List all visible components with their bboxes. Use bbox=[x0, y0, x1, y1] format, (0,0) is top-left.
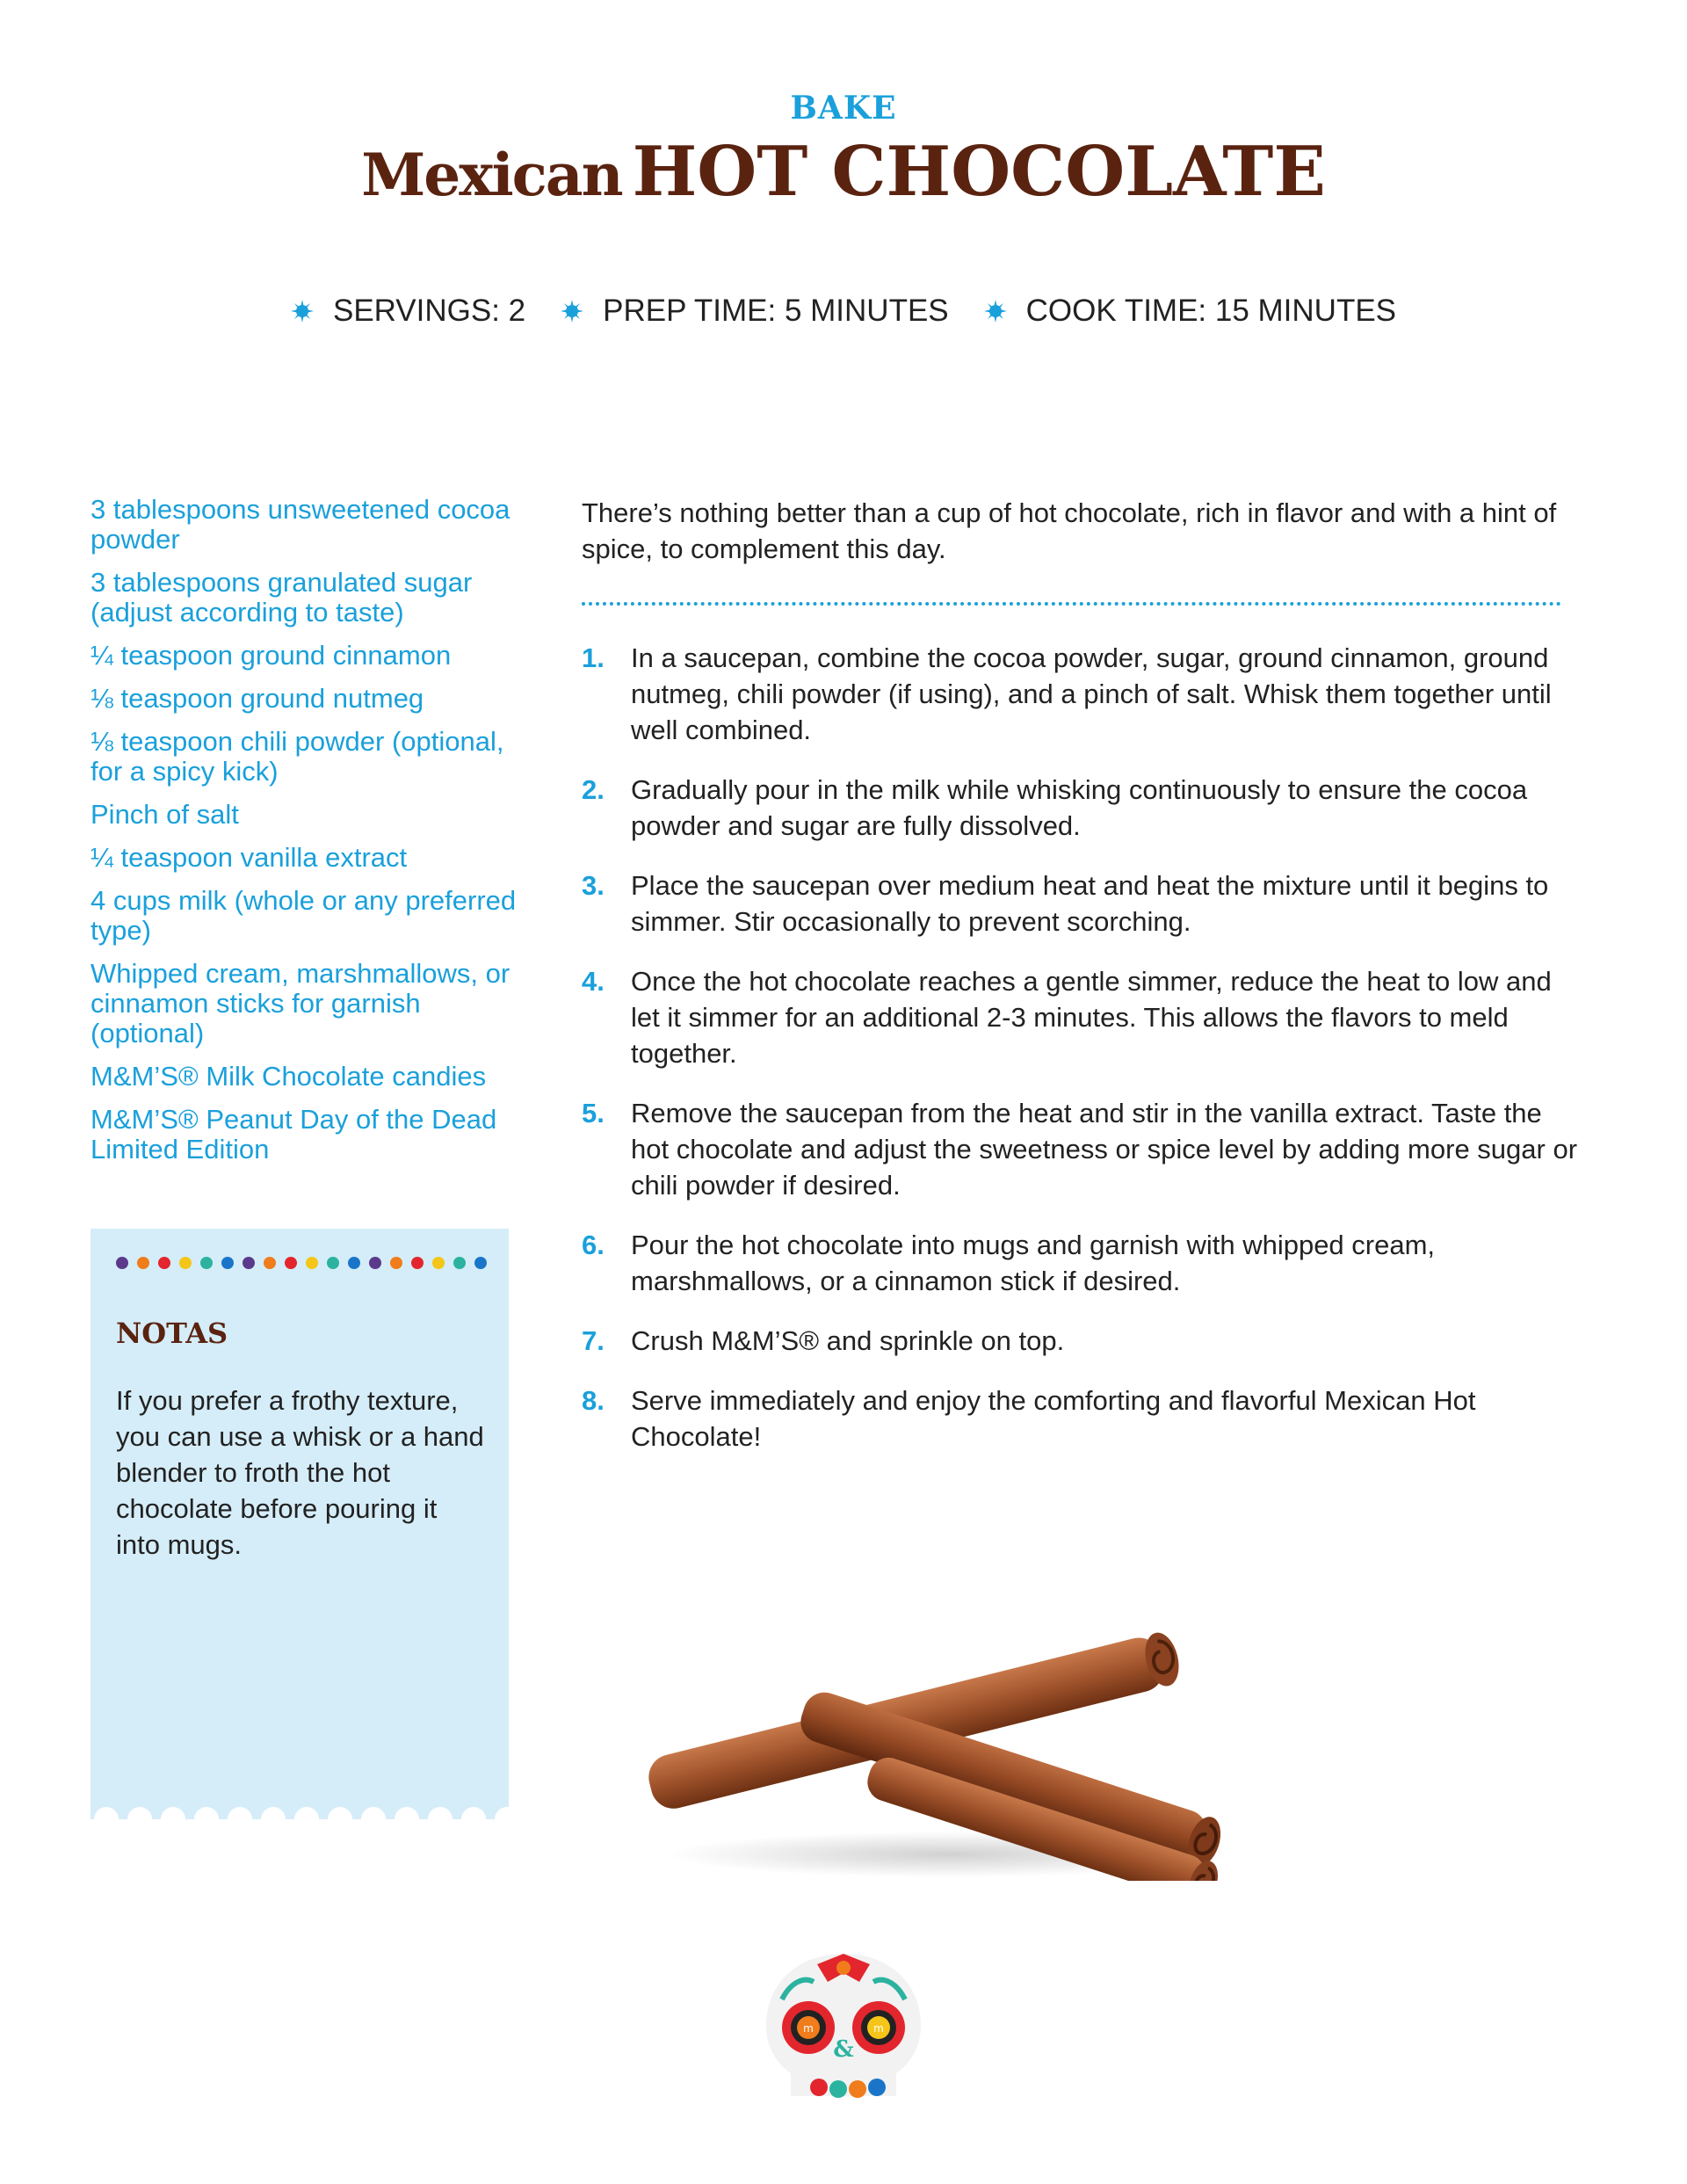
step-item bbox=[582, 640, 1583, 748]
scalloped-edge bbox=[91, 1781, 509, 1819]
ingredient-item: 4 cups milk (whole or any preferred type) bbox=[91, 885, 517, 946]
notes-title: NOTAS bbox=[116, 1317, 228, 1350]
step-item bbox=[582, 867, 1583, 940]
step-item bbox=[582, 1227, 1583, 1299]
ingredient-item: ⅛ teaspoon chili powder (optional, for a spicy kick) bbox=[91, 726, 504, 787]
ingredient-item: Pinch of salt bbox=[91, 799, 239, 830]
svg-text:m: m bbox=[803, 2022, 814, 2035]
step-text: In a saucepan, combine the cocoa powder, sugar, ground cinnamon, ground nutmeg, chili powder (if using), and a pinch of salt. Whisk them together until well combined. bbox=[631, 642, 1552, 745]
step-text: Place the saucepan over medium heat and heat the mixture until it begins to simmer. Stir occasionally to prevent scorching. bbox=[631, 870, 1549, 937]
candy-dot bbox=[348, 1257, 360, 1269]
step-text: Pour the hot chocolate into mugs and garnish with whipped cream, marshmallows, or a cinnamon stick if desired. bbox=[631, 1230, 1436, 1296]
candy-dot bbox=[411, 1257, 424, 1269]
title-light: Mexican bbox=[361, 141, 622, 209]
step-text: Once the hot chocolate reaches a gentle simmer, reduce the heat to low and let it simmer for an additional 2-3 minutes. This allows the flavors to meld together. bbox=[631, 966, 1552, 1069]
recipe-meta bbox=[0, 294, 1687, 329]
step-item bbox=[582, 1323, 1583, 1359]
candy-dot bbox=[390, 1257, 402, 1269]
step-number: 3. bbox=[582, 870, 605, 901]
cinnamon-sticks-image bbox=[633, 1564, 1248, 1881]
cook-time: COOK TIME: 15 MINUTES bbox=[1025, 294, 1397, 328]
category-kicker: BAKE bbox=[790, 90, 897, 127]
sugar-skull-logo bbox=[756, 1947, 931, 2105]
directions-list bbox=[582, 640, 1583, 1478]
intro-paragraph: There’s nothing better than a cup of hot chocolate, rich in flavor and with a hint of spice, to complement this day. bbox=[582, 497, 1557, 564]
candy-dot bbox=[264, 1257, 276, 1269]
step-text: Serve immediately and enjoy the comforting and flavorful Mexican Hot Chocolate! bbox=[631, 1385, 1476, 1452]
page-title bbox=[0, 132, 1687, 212]
ingredient-item: ¼ teaspoon vanilla extract bbox=[91, 842, 408, 873]
starburst-icon bbox=[561, 300, 583, 323]
step-text: Crush M&M’S® and sprinkle on top. bbox=[631, 1325, 1065, 1356]
step-number: 8. bbox=[582, 1385, 605, 1416]
step-item bbox=[582, 1382, 1583, 1455]
candy-dot bbox=[158, 1257, 170, 1269]
step-text: Gradually pour in the milk while whisking continuously to ensure the cocoa powder and sugar are fully dissolved. bbox=[631, 774, 1528, 841]
step-number: 2. bbox=[582, 774, 605, 805]
step-item bbox=[582, 963, 1583, 1071]
candy-dot bbox=[116, 1257, 128, 1269]
svg-text:&: & bbox=[833, 2036, 854, 2063]
step-item bbox=[582, 772, 1583, 844]
title-heavy: HOT CHOCOLATE bbox=[632, 132, 1326, 212]
notes-text: If you prefer a frothy texture, you can use a whisk or a hand blender to froth the hot chocolate before pouring it into mugs. bbox=[116, 1385, 484, 1560]
starburst-icon bbox=[291, 300, 314, 323]
step-number: 7. bbox=[582, 1325, 605, 1356]
candy-dot bbox=[221, 1257, 234, 1269]
candy-dot bbox=[306, 1257, 318, 1269]
prep-time: PREP TIME: 5 MINUTES bbox=[603, 294, 949, 328]
step-number: 6. bbox=[582, 1230, 605, 1260]
ingredients-list bbox=[91, 495, 521, 1178]
starburst-icon bbox=[984, 300, 1007, 323]
ingredient-item: 3 tablespoons granulated sugar (adjust according to taste) bbox=[91, 567, 473, 628]
ingredient-item: ¼ teaspoon ground cinnamon bbox=[91, 640, 452, 671]
ingredient-item: M&M’S® Milk Chocolate candies bbox=[91, 1061, 487, 1092]
candy-dot bbox=[432, 1257, 445, 1269]
ingredient-item: ⅛ teaspoon ground nutmeg bbox=[91, 683, 424, 714]
svg-text:m: m bbox=[873, 2022, 884, 2035]
step-number: 5. bbox=[582, 1098, 605, 1128]
candy-dot bbox=[327, 1257, 339, 1269]
candy-dot bbox=[453, 1257, 466, 1269]
step-text: Remove the saucepan from the heat and stir in the vanilla extract. Taste the hot chocolate and adjust the sweetness or spice level by adding more sugar or chili powder if desired. bbox=[631, 1098, 1578, 1201]
candy-dot bbox=[369, 1257, 381, 1269]
servings: SERVINGS: 2 bbox=[332, 294, 526, 328]
step-number: 1. bbox=[582, 642, 605, 673]
ingredient-item: 3 tablespoons unsweetened cocoa powder bbox=[91, 494, 510, 555]
candy-dot bbox=[137, 1257, 149, 1269]
candy-dot bbox=[200, 1257, 213, 1269]
notes-box bbox=[91, 1229, 509, 1819]
candy-dot bbox=[179, 1257, 192, 1269]
candy-dot bbox=[474, 1257, 487, 1269]
candy-dots-decoration bbox=[116, 1257, 496, 1269]
ingredient-item: Whipped cream, marshmallows, or cinnamon sticks for garnish (optional) bbox=[91, 958, 510, 1048]
step-item bbox=[582, 1095, 1583, 1203]
candy-dot bbox=[243, 1257, 255, 1269]
step-number: 4. bbox=[582, 966, 605, 997]
ingredient-item: M&M’S® Peanut Day of the Dead Limited Edition bbox=[91, 1104, 497, 1165]
dotted-divider bbox=[582, 602, 1561, 606]
candy-dot bbox=[285, 1257, 297, 1269]
